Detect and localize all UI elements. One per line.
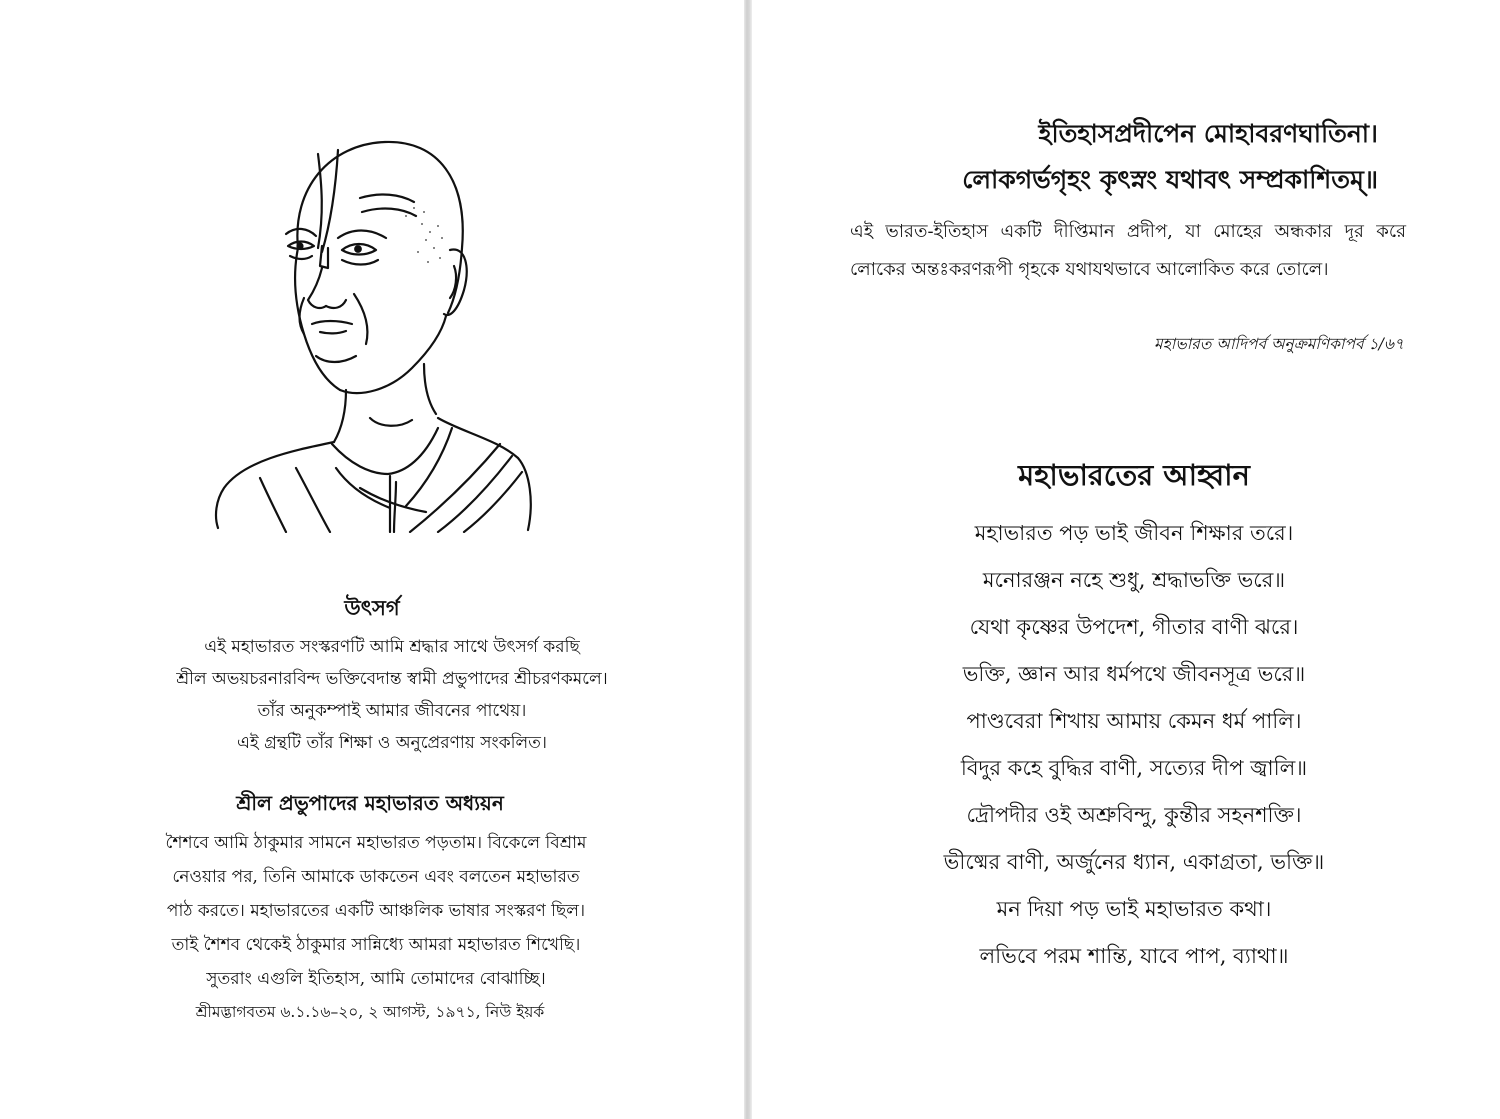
study-line: সুতরাং এগুলি ইতিহাস, আমি তোমাদের বোঝাচ্ছি।	[206, 969, 546, 989]
dedication-title: উৎসর্গ	[344, 595, 400, 620]
dedication-line: তাঁর অনুকম্পাই আমার জীবনের পাথেয়।	[257, 701, 527, 721]
study-quote	[0, 826, 752, 996]
study-line: তাই শৈশব থেকেই ঠাকুমার সান্নিধ্যে আমরা মহাভারত শিখেছি।	[171, 935, 581, 955]
dedication-line: এই গ্রন্থটি তাঁর শিক্ষা ও অনুপ্রেরণায় সংকলিত।	[236, 733, 548, 753]
sanskrit-verse-line-1: ইতিহাসপ্রদীপেন মোহাবরণঘাতিনা।	[1038, 119, 1378, 148]
study-line: শৈশবে আমি ঠাকুমার সামনে মহাভারত পড়তাম। বিকেলে বিশ্রাম	[165, 833, 587, 853]
poem-title: মহাভারতের আহ্বান	[1018, 458, 1250, 492]
poem-line: যেথা কৃষ্ণের উপদেশ, গীতার বাণী ঝরে।	[969, 615, 1299, 639]
study-citation: শ্রীমদ্ভাগবতম ৬.১.১৬–২০, ২ আগস্ট, ১৯৭১, নিউ ইয়র্ক	[195, 1003, 545, 1021]
verse-translation: এই ভারত-ইতিহাস একটি দীপ্তিমান প্রদীপ, যা মোহের অন্ধকার দূর করে লোকের অন্তঃকরণরূপী গৃহকে যথাযথভাবে আলোকিত করে তোলে।	[850, 221, 1406, 280]
poem-line: দ্রৌপদীর ওই অশ্রুবিন্দু, কুন্তীর সহনশক্তি।	[966, 803, 1302, 827]
sanskrit-verse-line-2: লোকগর্ভগৃহং কৃৎস্নং যথাবৎ সম্প্রকাশিতম্॥	[962, 165, 1378, 194]
poem-line: ভক্তি, জ্ঞান আর ধর্মপথে জীবনসূত্র ভরে॥	[962, 662, 1306, 686]
dedication-line: এই মহাভারত সংস্করণটি আমি শ্রদ্ধার সাথে উৎসর্গ করছি	[204, 637, 580, 657]
study-line: নেওয়ার পর, তিনি আমাকে ডাকতেন এবং বলতেন মহাভারত	[172, 867, 580, 887]
portrait-line-drawing	[200, 128, 540, 533]
poem-line: বিদুর কহে বুদ্ধির বাণী, সত্যের দীপ জ্বালি॥	[960, 756, 1308, 780]
poem	[752, 510, 1500, 980]
poem-line: লভিবে পরম শান্তি, যাবে পাপ, ব্যাথা॥	[979, 944, 1289, 968]
poem-line: মনোরঞ্জন নহে শুধু, শ্রদ্ধাভক্তি ভরে॥	[982, 568, 1286, 592]
verse-source: মহাভারত আদিপর্ব অনুক্রমণিকাপর্ব ১/৬৭	[1153, 335, 1404, 353]
poem-line: পাণ্ডবেরা শিখায় আমায় কেমন ধর্ম পালি।	[966, 709, 1302, 733]
dedication-line: শ্রীল অভয়চরনারবিন্দ ভক্তিবেদান্ত স্বামী প্রভুপাদের শ্রীচরণকমলে।	[176, 669, 608, 689]
poem-line: ভীষ্মের বাণী, অর্জুনের ধ্যান, একাগ্রতা, ভক্তি॥	[943, 850, 1325, 874]
study-title: শ্রীল প্রভুপাদের মহাভারত অধ্যয়ন	[236, 791, 504, 815]
poem-line: মন দিয়া পড় ভাই মহাভারত কথা।	[996, 897, 1272, 921]
poem-line: মহাভারত পড় ভাই জীবন শিক্ষার তরে।	[974, 521, 1294, 545]
study-line: পাঠ করতে। মহাভারতের একটি আঞ্চলিক ভাষার সংস্করণ ছিল।	[166, 901, 586, 921]
dedication-text	[0, 631, 784, 759]
